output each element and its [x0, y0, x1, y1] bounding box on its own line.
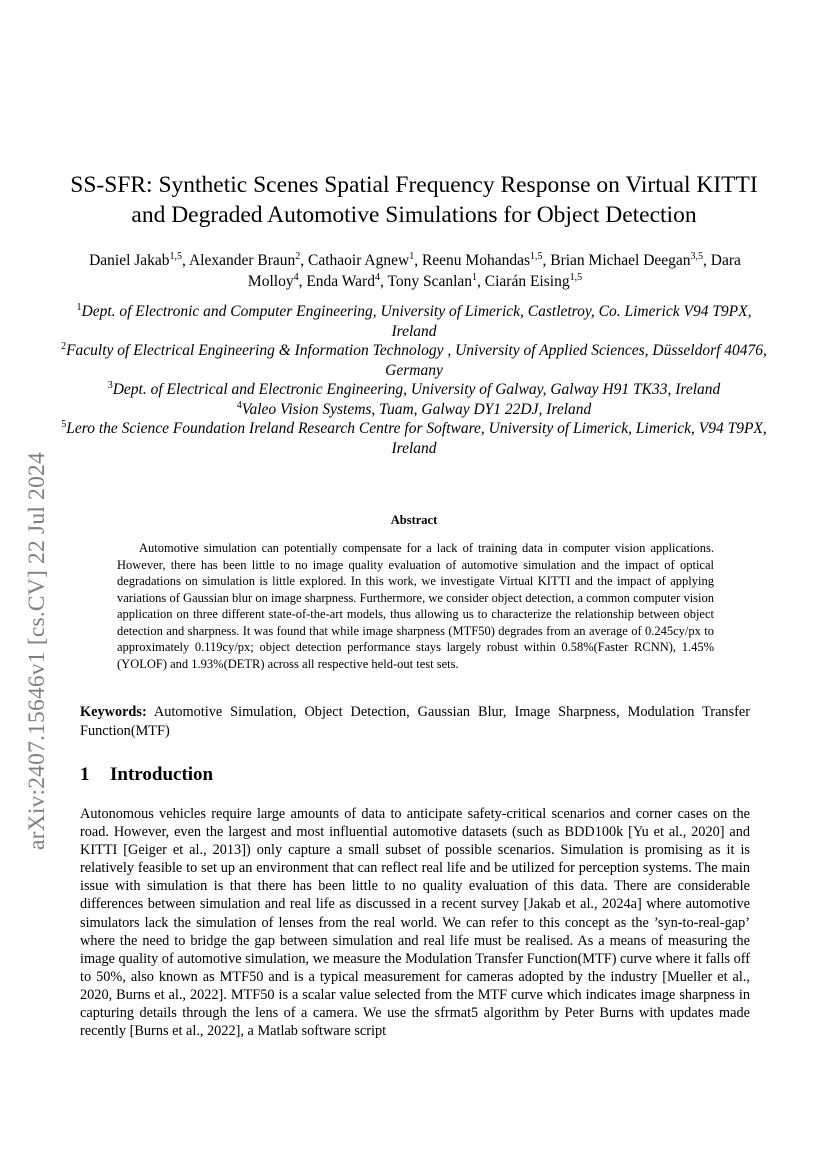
author-name: Alexander Braun: [188, 252, 296, 269]
author-separator: ,: [414, 252, 422, 269]
affiliation-text: Valeo Vision Systems, Tuam, Galway DY1 22DJ, Ireland: [241, 400, 592, 418]
affiliation-list: [60, 302, 768, 458]
author-name: Dara Molloy: [247, 252, 741, 290]
author: [422, 252, 550, 269]
keywords-text: Automotive Simulation, Object Detection, Gaussian Blur, Image Sharpness, Modulation Transfer Function(MTF): [80, 704, 750, 739]
author-name: Daniel Jakab: [89, 252, 170, 269]
affiliation-number: 3: [107, 379, 113, 391]
author-name: Ciarán Eising: [484, 273, 570, 290]
affiliation-number: 4: [236, 399, 242, 411]
author-separator: ,: [703, 252, 711, 269]
keywords-label: Keywords:: [80, 704, 147, 720]
affiliation-number: 1: [76, 301, 82, 313]
affiliation-text: Dept. of Electronic and Computer Engineering, University of Limerick, Castletroy, Co. Limerick V94 T9PX, Ireland: [81, 303, 752, 340]
section-heading: [80, 764, 213, 786]
affiliation-number: 5: [61, 418, 67, 430]
affiliation: [60, 400, 768, 420]
author: [306, 273, 387, 290]
abstract-body: Automotive simulation can potentially compensate for a lack of training data in computer vision applications. However, there has been little to no image quality evaluation of automotive simulation and the impact of optical degradations on simulation is little explored. In this work, we investigate Virtual KITTI and the impact of applying variations of Gaussian blur on image sharpness. Furthermore, we consider object detection, a common computer vision application on three different state-of-the-art models, thus allowing us to characterize the relationship between object detection and sharpness. It was found that while image sharpness (MTF50) degrades from an average of 0.245cy/px to approximately 0.119cy/px; object detection performance stays largely robust within 0.58%(Faster RCNN), 1.45%(YOLOF) and 1.93%(DETR) across all respective held-out test sets.: [117, 541, 714, 671]
author-separator: ,: [379, 273, 388, 290]
introduction-body: Autonomous vehicles require large amounts of data to anticipate safety-critical scenarios and corner cases on the road. However, even the largest and most influential automotive datasets (such as BDD100k [Yu et al., 2020] and KITTI [Geiger et al., 2013]) only capture a small subset of possible scenarios. Simulation is promising as it is relatively feasible to set up an environment that can reflect real life and be utilized for perception systems. The main issue with simulation is that there has been little to no quality evaluation of this data. There are considerable differences between simulation and real life as discussed in a recent survey [Jakab et al., 2024a] where automotive simulators lack the simulation of lenses from the real world. We can refer to this concept as the ’syn-to-real-gap’ where the need to bridge the gap between simulation and real life must be realised. As a means of measuring the image quality of automotive simulation, we measure the Modulation Transfer Function(MTF) curve where it falls off to 50%, also known as MTF50 and is a typical measurement for cameras adopted by the industry [Mueller et al., 2020, Burns et al., 2022]. MTF50 is a scalar value selected from the MTF curve which indicates image sharpness in capturing details through the lens of a camera. We use the sfrmat5 algorithm by Peter Burns with updates made recently [Burns et al., 2022], a Matlab software script: [80, 806, 750, 1040]
keywords: [80, 703, 750, 741]
affiliation-number: 2: [61, 340, 67, 352]
affiliation-text: Lero the Science Foundation Ireland Research Centre for Software, University of Limerick, Limerick, V94 T9PX, Ireland: [66, 420, 767, 457]
arxiv-identifier-stamp[interactable]: arXiv:2407.15646v1 [cs.CV] 22 Jul 2024: [24, 452, 50, 850]
author-separator: ,: [477, 273, 485, 290]
author-affiliation-marker: 1,5: [529, 250, 543, 262]
author-affiliation-marker: 1,5: [169, 250, 183, 262]
author-affiliation-marker: 1,5: [569, 271, 583, 283]
affiliation: [60, 302, 768, 341]
author-affiliation-marker: 3,5: [690, 250, 704, 262]
author: [89, 252, 189, 269]
author: [387, 273, 484, 290]
author-affiliation-marker: 4: [374, 271, 380, 283]
author: [189, 252, 308, 269]
author-name: Reenu Mohandas: [421, 252, 530, 269]
author-affiliation-marker: 1: [472, 271, 478, 283]
author-separator: ,: [300, 252, 309, 269]
paper-title: SS-SFR: Synthetic Scenes Spatial Frequency Response on Virtual KITTI and Degraded Automotive Simulations for Object Detection: [70, 172, 758, 228]
abstract-heading: Abstract: [390, 513, 438, 527]
author-name: Cathaoir Agnew: [308, 252, 410, 269]
author-separator: ,: [542, 252, 551, 269]
section-number: 1: [80, 764, 90, 785]
author-name: Brian Michael Deegan: [550, 252, 691, 269]
affiliation-text: Faculty of Electrical Engineering & Information Technology , University of Applied Sciences, Düsseldorf 40476, Germany: [66, 342, 767, 379]
author: [550, 252, 711, 269]
author-affiliation-marker: 4: [293, 271, 299, 283]
author-list: [70, 250, 760, 292]
author-name: Tony Scanlan: [387, 273, 473, 290]
section-title: Introduction: [110, 764, 214, 785]
author: [485, 273, 582, 290]
affiliation-text: Dept. of Electrical and Electronic Engineering, University of Galway, Galway H91 TK33, Ireland: [112, 381, 721, 398]
affiliation: [60, 341, 768, 380]
author-affiliation-marker: 1: [409, 250, 415, 262]
affiliation: [60, 419, 768, 458]
author-separator: ,: [298, 273, 307, 290]
affiliation: [60, 380, 768, 400]
author: [308, 252, 422, 269]
author-name: Enda Ward: [306, 273, 375, 290]
author-affiliation-marker: 2: [295, 250, 301, 262]
author-separator: ,: [182, 252, 189, 269]
